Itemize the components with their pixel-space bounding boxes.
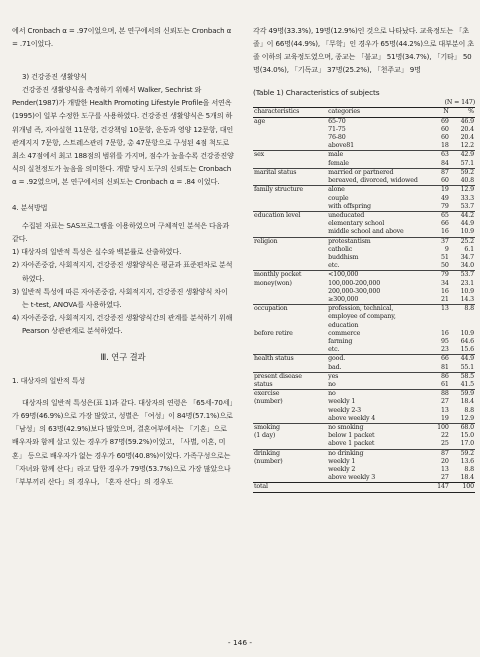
body-paragraph: 에서 Cronbach α = .97이었으며, 본 연구에서의 신뢰도는 Cronbach α = .71이었다. (12, 26, 232, 49)
characteristic-cell: age (254, 117, 266, 125)
percent-cell: 41.5 (460, 380, 474, 388)
characteristic-cell (253, 177, 327, 186)
characteristic-cell: present disease (253, 372, 327, 381)
section-heading: 4. 분석방법 (12, 203, 48, 213)
characteristic-cell (253, 142, 327, 151)
percent-cell: 10.9 (460, 287, 474, 295)
subsection-heading: 3) 건강증진 생활양식 (22, 72, 87, 82)
count-cell: 65 (421, 211, 450, 220)
count-cell: 16 (441, 287, 449, 295)
percent-cell: 18.4 (460, 398, 474, 406)
count-cell: 9 (444, 245, 449, 253)
list-item: 1) 대상자의 일반적 특성은 실수와 백분률로 산출하였다. (12, 247, 182, 257)
category-cell: weekly 1 (328, 457, 356, 465)
table-row (253, 142, 475, 151)
percent-cell: 42.9 (450, 151, 475, 160)
count-cell: 13 (441, 406, 449, 414)
category-cell: middle school and above (328, 228, 404, 236)
count-cell: 79 (441, 202, 449, 210)
characteristic-cell (253, 440, 327, 449)
table-row (253, 381, 475, 390)
characteristic-cell (253, 364, 327, 373)
characteristic-cell (253, 220, 327, 228)
characteristic-cell: monthly pocket (253, 271, 327, 280)
characteristic-cell (253, 134, 327, 142)
characteristic-cell: occupation (253, 305, 327, 330)
table-header-cell: N (421, 108, 450, 117)
count-cell: 60 (441, 177, 449, 185)
characteristic-cell: family structure (253, 186, 327, 195)
table-row (253, 262, 475, 271)
table-row (253, 177, 475, 186)
characteristic-cell (253, 338, 327, 346)
category-cell: 100,000-200,000 (328, 279, 381, 287)
category-cell: ≥300,000 (328, 295, 359, 303)
table-total-row (253, 483, 475, 492)
count-cell: 27 (441, 474, 449, 482)
count-cell: 13 (421, 305, 450, 330)
count-cell: 87 (421, 168, 450, 177)
percent-cell: 44.9 (450, 355, 475, 364)
characteristic-cell (253, 228, 327, 237)
count-cell: 66 (441, 220, 449, 228)
count-cell: 23 (441, 346, 449, 354)
category-cell: above81 (328, 142, 354, 150)
category-cell: couple (328, 194, 349, 202)
table-header-cell: characteristics (253, 108, 327, 117)
percent-cell: 25.2 (450, 237, 475, 246)
table-header-row (253, 108, 475, 117)
percent-cell: 17.0 (460, 440, 474, 448)
table-row (253, 186, 475, 195)
count-cell: 16 (441, 228, 449, 236)
category-cell: good. (327, 355, 421, 364)
count-cell: 19 (441, 414, 449, 422)
characteristic-cell (253, 466, 327, 474)
characteristic-cell: (number) (254, 457, 283, 465)
category-cell: alone (327, 186, 421, 195)
count-cell: 18 (441, 142, 449, 150)
count-cell: 50 (441, 262, 449, 270)
category-cell: weekly 2 (328, 466, 356, 473)
category-cell: commerce (328, 329, 361, 337)
count-cell: 95 (441, 337, 449, 345)
table-row (253, 440, 475, 449)
percent-cell: 58.5 (450, 372, 475, 381)
count-cell: 16 (441, 329, 449, 337)
table-row (253, 203, 475, 212)
table-row (253, 458, 475, 466)
right-column (253, 0, 475, 493)
total-cell (327, 483, 421, 492)
percent-cell: 34.0 (460, 262, 474, 270)
category-cell: bad. (328, 363, 342, 371)
category-cell: no smoking (327, 423, 421, 432)
category-cell: etc. (328, 346, 340, 354)
percent-cell: 59.9 (450, 390, 475, 399)
table-row (253, 168, 475, 177)
characteristic-cell (253, 203, 327, 212)
category-cell: no (328, 380, 336, 388)
table-row (253, 134, 475, 142)
characteristic-cell: (1 day) (254, 432, 276, 440)
category-cell: above weekly 3 (328, 474, 376, 482)
count-cell: 51 (441, 253, 449, 261)
percent-cell: 53.7 (450, 271, 475, 280)
total-cell: 147 (421, 483, 450, 492)
characteristic-cell (253, 474, 327, 483)
category-cell: below 1 packet (328, 432, 375, 440)
category-cell: 71-75 (328, 125, 346, 133)
percent-cell: 12.2 (460, 142, 474, 150)
table-row (253, 211, 475, 220)
percent-cell: 6.1 (464, 245, 474, 253)
table-row (253, 338, 475, 346)
table-sample-size: (N = 147) (444, 99, 475, 107)
table-row (253, 390, 475, 399)
table-body (253, 108, 475, 492)
characteristic-cell (253, 126, 327, 134)
category-cell: with offspring (328, 202, 371, 210)
body-paragraph: 수집된 자료는 SAS프로그램을 이용하였으며 구체적인 분석은 다음과 같다. (12, 221, 230, 244)
body-paragraph: 건강증진 생활양식을 측정하기 위해서 Walker, Sechrist 와 Pender(1987)가 개발한 Health Promoting Lifestyle Profile을 서연옥(1995)이 일부 수정한 도구를 사용하였다. 건강증진 생활양식은 5개의 하위개념 즉, 자아실현 11문항, 건강책임 10문항, 운동과 영양 12문항, 대인관계지지 7문항, 스트레스관리 7문항, 총 47문항으로 구성된 4점 척도로 최소 47점에서 최고 188점의 범위를 가지며, 점수가 높을수록 건강증진양식의 실천정도가 높음을 의미한다. 개발 당시 도구의 신뢰도는 Cronbach α = .92였으며, 본 연구에서의 신뢰도는 Cronbach α = .84 이었다. (12, 85, 234, 186)
category-cell: above 1 packet (328, 440, 375, 448)
table-row (253, 237, 475, 246)
table-row (253, 151, 475, 160)
count-cell: 81 (441, 363, 449, 371)
category-cell: bereaved, divorced, widowed (328, 177, 418, 185)
table-row (253, 474, 475, 483)
percent-cell: 64.6 (460, 337, 474, 345)
count-cell: 37 (421, 237, 450, 246)
total-cell: 100 (450, 483, 475, 492)
category-cell: buddhism (328, 253, 359, 261)
table-row (253, 254, 475, 262)
count-cell: 86 (421, 372, 450, 381)
characteristic-cell: smoking (253, 423, 327, 432)
percent-cell: 46.9 (460, 117, 474, 125)
characteristics-table (253, 107, 475, 492)
characteristic-cell: exercise (253, 390, 327, 399)
body-paragraph: 대상자의 일반적 특성은(표 1)과 같다. 대상자의 연령은 「65세-70세」가 69명(46.9%)으로 가장 많았고, 성별은 「여성」이 84명(57.1%)으로 「남성」의 63명(42.9%)보다 많았으며, 결혼여부에서는 「기혼」으로 배우자와 함께 살고 있는 경우가 87명(59.2%)이었고, 「사별, 이혼, 미혼」 등으로 배우자가 없는 경우가 60명(40.8%)이었다. 가족구성으로는 「자녀와 함께 산다」라고 답한 경우가 79명(53.7%)으로 가장 많았으나 「부부끼리 산다」의 경우나, 「혼자 산다」의 경우도 (12, 398, 233, 486)
count-cell: 49 (441, 194, 449, 202)
count-cell: 69 (441, 117, 449, 125)
characteristic-cell: marital status (253, 168, 327, 177)
table-row (253, 407, 475, 415)
characteristic-cell (253, 296, 327, 305)
table-row (253, 305, 475, 330)
characteristic-cell (253, 160, 327, 169)
characteristic-cell (253, 288, 327, 296)
count-cell: 60 (441, 125, 449, 133)
characteristic-cell: health status (253, 355, 327, 364)
table-row (253, 372, 475, 381)
percent-cell: 33.3 (460, 194, 474, 202)
table-row (253, 432, 475, 440)
percent-cell: 12.9 (450, 186, 475, 195)
characteristic-cell: status (254, 380, 273, 388)
percent-cell: 8.8 (464, 466, 474, 473)
percent-cell: 14.3 (460, 295, 474, 303)
characteristic-cell (253, 262, 327, 271)
percent-cell: 10.9 (460, 329, 474, 337)
category-cell: above weekly 4 (328, 414, 376, 422)
characteristic-cell: education level (253, 211, 327, 220)
page-number: - 146 - (227, 638, 253, 647)
list-item: 3) 일반적 특성에 따른 자아존중감, 사회적지지, 건강증진 생활양식 차이는 t-test, ANOVA를 사용하였다. (12, 286, 228, 309)
table-row (253, 288, 475, 296)
category-cell: catholic (328, 245, 353, 253)
category-cell: <100,000 (327, 271, 421, 280)
characteristic-cell (253, 246, 327, 254)
percent-cell: 8.8 (464, 406, 474, 414)
category-cell: etc. (328, 262, 340, 270)
table-row (253, 271, 475, 280)
percent-cell: 59.2 (450, 168, 475, 177)
section-heading: 1. 대상자의 일반적 특성 (12, 376, 86, 386)
table-header-cell: % (450, 108, 475, 117)
count-cell: 34 (441, 279, 449, 287)
count-cell: 19 (421, 186, 450, 195)
percent-cell: 20.4 (460, 134, 474, 142)
table-caption: (Table 1) Characteristics of subjects (253, 88, 380, 98)
count-cell: 66 (421, 355, 450, 364)
table-row (253, 160, 475, 169)
percent-cell: 44.2 (450, 211, 475, 220)
percent-cell: 55.1 (460, 363, 474, 371)
count-cell: 63 (421, 151, 450, 160)
count-cell: 61 (441, 380, 449, 388)
category-cell: profession, technical, employee of company, education (327, 305, 421, 330)
percent-cell: 18.4 (460, 474, 474, 482)
category-cell: weekly 2-3 (328, 406, 362, 414)
count-cell: 25 (441, 440, 449, 448)
count-cell: 21 (441, 295, 449, 303)
characteristic-cell: drinking (253, 449, 327, 458)
count-cell: 60 (441, 134, 449, 142)
percent-cell: 34.7 (460, 253, 474, 261)
left-column (12, 0, 234, 488)
table-row (253, 195, 475, 203)
characteristic-cell (253, 346, 327, 355)
table-row (253, 398, 475, 406)
percent-cell: 10.9 (460, 228, 474, 236)
category-cell: female (328, 159, 349, 167)
count-cell: 27 (441, 398, 449, 406)
table-row (253, 423, 475, 432)
count-cell: 87 (421, 449, 450, 458)
percent-cell: 68.0 (450, 423, 475, 432)
characteristic-cell (253, 415, 327, 424)
table-header-cell: categories (327, 108, 421, 117)
characteristic-cell (253, 407, 327, 415)
characteristic-cell: before retire (254, 329, 293, 337)
count-cell: 100 (421, 423, 450, 432)
category-cell: married or partnered (327, 168, 421, 177)
table-row (253, 220, 475, 228)
percent-cell: 20.4 (460, 125, 474, 133)
characteristic-cell: money(won) (254, 279, 292, 287)
characteristic-cell: sex (253, 151, 327, 160)
percent-cell: 57.1 (460, 159, 474, 167)
characteristic-cell (253, 195, 327, 203)
category-cell: protestantism (327, 237, 421, 246)
count-cell: 22 (441, 432, 449, 440)
category-cell: no (327, 390, 421, 399)
category-cell: weekly 1 (328, 398, 356, 406)
category-cell: 76-80 (328, 134, 346, 142)
percent-cell: 44.9 (460, 220, 474, 228)
percent-cell: 40.8 (460, 177, 474, 185)
table-row (253, 415, 475, 424)
percent-cell: 12.9 (460, 414, 474, 422)
table-row (253, 296, 475, 305)
count-cell: 79 (421, 271, 450, 280)
category-cell: uneducated (327, 211, 421, 220)
list-item: 4) 자아존중감, 사회적지지, 건강증진 생활양식간의 관계를 분석하기 위해 Pearson 상관관계로 분석하였다. (12, 312, 233, 335)
characteristic-cell: (number) (254, 398, 283, 406)
table-row (253, 228, 475, 237)
table-row (253, 117, 475, 126)
table-row (253, 449, 475, 458)
table-row (253, 364, 475, 373)
count-cell: 84 (441, 159, 449, 167)
table-row (253, 466, 475, 474)
total-cell: total (253, 483, 327, 492)
percent-cell: 13.6 (460, 457, 474, 465)
table-row (253, 355, 475, 364)
table-row (253, 246, 475, 254)
percent-cell: 15.0 (460, 432, 474, 440)
percent-cell: 53.7 (460, 202, 474, 210)
percent-cell: 23.1 (460, 279, 474, 287)
table-row (253, 126, 475, 134)
characteristic-cell: religion (253, 237, 327, 246)
category-cell: male (327, 151, 421, 160)
percent-cell: 8.8 (450, 305, 475, 330)
category-cell: 65-70 (328, 117, 346, 125)
category-cell: yes (327, 372, 421, 381)
table-row (253, 346, 475, 355)
count-cell: 88 (421, 390, 450, 399)
count-cell: 20 (441, 457, 449, 465)
table-row (253, 280, 475, 288)
count-cell: 13 (441, 466, 449, 473)
characteristic-cell (253, 254, 327, 262)
percent-cell: 59.2 (450, 449, 475, 458)
chapter-heading: Ⅲ. 연구 결과 (100, 351, 146, 362)
list-item: 2) 자아존중감, 사회적지지, 건강증진 생활양식은 평균과 표준편차로 분석하였다. (12, 260, 233, 283)
body-paragraph: 각각 49명(33.3%), 19명(12.9%)인 것으로 나타났다. 교육정도는 「초졸」이 66명(44.9%), 「무학」인 경우가 65명(44.2%)으로 대부분이 초졸 이하의 교육정도였으며, 종교는 「불교」 51명(34.7%), 「기타」 50명(34.0%), 「기독교」 37명(25.2%), 「천주교」 9명 (253, 26, 475, 75)
percent-cell: 15.6 (460, 346, 474, 354)
category-cell: farming (328, 337, 353, 345)
table-row (253, 330, 475, 338)
category-cell: 200,000-300,000 (328, 287, 381, 295)
category-cell: no drinking (327, 449, 421, 458)
category-cell: elementary school (328, 220, 385, 228)
